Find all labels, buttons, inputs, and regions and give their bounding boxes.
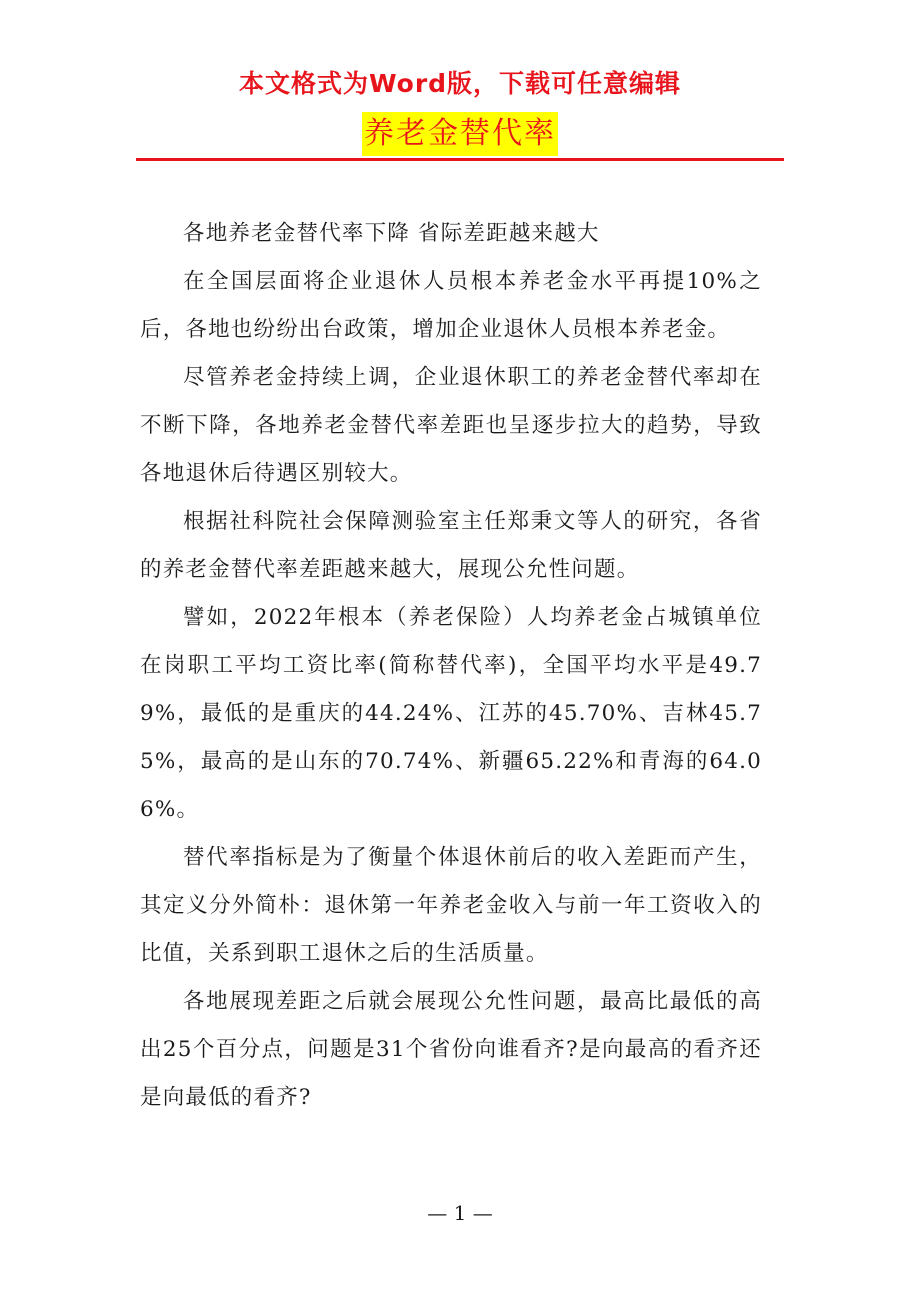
body-paragraph-1: 各地养老金替代率下降 省际差距越来越大 xyxy=(183,221,600,246)
page-number: — 1 — xyxy=(427,1201,493,1225)
title-divider xyxy=(136,158,784,161)
document-title: 养老金替代率 xyxy=(362,112,558,156)
body-paragraph-4: 根据社科院社会保障测验室主任郑秉文等人的研究，各省的养老金替代率差距越来越大，展现公允性问题。 xyxy=(140,509,762,582)
body-paragraph-7: 各地展现差距之后就会展现公允性问题，最高比最低的高出25个百分点，问题是31个省份向谁看齐?是向最高的看齐还是向最低的看齐? xyxy=(140,989,762,1110)
body-paragraph-6: 替代率指标是为了衡量个体退休前后的收入差距而产生，其定义分外简朴：退休第一年养老金收入与前一年工资收入的比值，关系到职工退休之后的生活质量。 xyxy=(140,845,762,966)
body-paragraph-5: 譬如，2022年根本（养老保险）人均养老金占城镇单位在岗职工平均工资比率(简称替代率)，全国平均水平是49.79%，最低的是重庆的44.24%、江苏的45.70%、吉林45.75%，最高的是山东的70.74%、新疆65.22%和青海的64.06%。 xyxy=(140,605,762,822)
body-paragraph-3: 尽管养老金持续上调，企业退休职工的养老金替代率却在不断下降，各地养老金替代率差距也呈逐步拉大的趋势，导致各地退休后待遇区别较大。 xyxy=(140,365,762,486)
title-container xyxy=(0,112,920,156)
document-body xyxy=(140,210,762,1122)
body-paragraph-2: 在全国层面将企业退休人员根本养老金水平再提10%之后，各地也纷纷出台政策，增加企业退休人员根本养老金。 xyxy=(140,269,762,342)
document-banner: 本文格式为Word版，下载可任意编辑 xyxy=(238,69,682,98)
